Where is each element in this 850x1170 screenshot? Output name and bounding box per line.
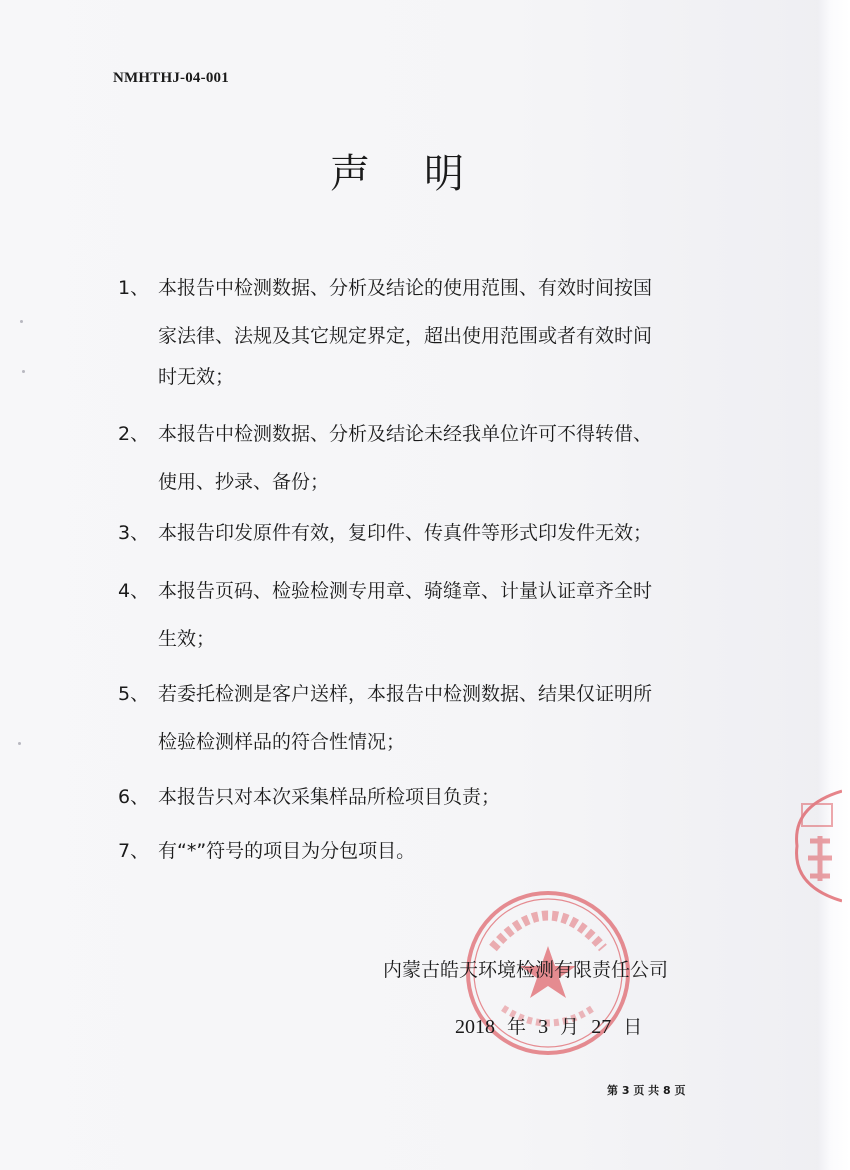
title-char: 声 <box>330 151 372 197</box>
scan-speck <box>22 370 25 373</box>
clause-7 <box>118 831 718 871</box>
clause-number: 7、 <box>118 840 150 862</box>
partial-seal <box>792 786 842 906</box>
clause-number: 2、 <box>118 423 150 445</box>
date-day-unit: 日 <box>623 1016 643 1038</box>
clause-number: 6、 <box>118 786 150 808</box>
clause-5 <box>118 674 718 770</box>
clause-line: 时无效； <box>158 366 235 388</box>
pager-total: 8 <box>663 1084 671 1097</box>
date-day: 27 <box>591 1016 612 1038</box>
pager-suffix: 页 <box>674 1084 686 1097</box>
clause-4 <box>118 571 718 667</box>
date-month-unit: 月 <box>560 1016 580 1038</box>
clause-number: 3、 <box>118 522 150 544</box>
clause-line: 家法律、法规及其它规定界定，超出使用范围或者有效时间 <box>158 325 653 347</box>
scan-speck <box>18 742 21 745</box>
date-year: 2018 <box>455 1016 495 1038</box>
clause-line: 本报告中检测数据、分析及结论未经我单位许可不得转借、 <box>158 423 653 445</box>
page-number <box>607 1082 686 1098</box>
clause-2 <box>118 414 718 510</box>
title-char: 明 <box>424 151 466 197</box>
clause-line: 检验检测样品的符合性情况； <box>158 731 406 753</box>
clause-3 <box>118 513 718 553</box>
clause-line: 本报告印发原件有效，复印件、传真件等形式印发件无效； <box>158 522 653 544</box>
clause-number: 5、 <box>118 683 150 705</box>
clause-line: 本报告中检测数据、分析及结论的使用范围、有效时间按国 <box>158 277 653 299</box>
clause-line: 使用、抄录、备份； <box>158 471 330 493</box>
company-name: 内蒙古皓天环境检测有限责任公司 <box>383 959 669 981</box>
scan-speck <box>20 320 23 323</box>
clause-line: 本报告只对本次采集样品所检项目负责； <box>158 786 501 808</box>
clause-line: 若委托检测是客户送样，本报告中检测数据、结果仅证明所 <box>158 683 653 705</box>
pager-mid: 页 共 <box>633 1084 660 1097</box>
clause-line: 本报告页码、检验检测专用章、骑缝章、计量认证章齐全时 <box>158 580 653 602</box>
clause-number: 1、 <box>118 277 150 299</box>
clause-line: 有“*”符号的项目为分包项目。 <box>158 840 416 862</box>
clause-1 <box>118 268 718 390</box>
clause-6 <box>118 777 718 817</box>
pager-current: 3 <box>621 1084 630 1097</box>
clause-line: 生效； <box>158 628 216 650</box>
document-code: NMHTHJ-04-001 <box>113 70 229 86</box>
signature-date <box>455 1012 642 1039</box>
date-year-unit: 年 <box>507 1016 527 1038</box>
clause-list <box>118 268 718 871</box>
clause-number: 4、 <box>118 580 150 602</box>
page-title <box>330 142 466 199</box>
date-month: 3 <box>538 1016 549 1038</box>
pager-prefix: 第 <box>607 1084 618 1097</box>
page-edge <box>818 0 850 1170</box>
